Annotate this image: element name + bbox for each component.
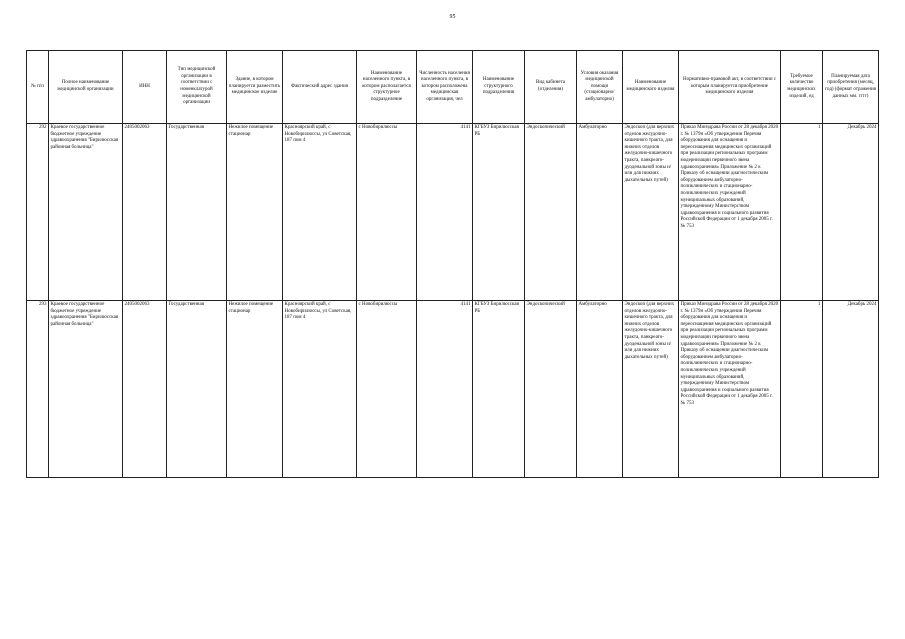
equipment-registry-table (26, 50, 879, 478)
cell-unit: КГБУЗ Бирилюсская РБ (473, 301, 525, 478)
column-header-org: Полное наименование медицинской организации (49, 51, 123, 124)
cell-act: Приказ Минздрава России от 28 декабря 2020 г. № 1379н «Об утверждении Перечня оборудования для оснащения и переоснащения медицинских организаций при реализации региональных программ модернизации первичного звена здравоохранения» Приложение № 2 к Приказу об оснащении диагностическим оборудованием амбулаторно-поликлинических и стационарно-поликлинических учреждений муниципальных образований, утвержденному Министерством здравоохранения и социального развития Российской Федерации от 1 декабря 2005 г. № 753 (679, 124, 781, 301)
column-header-population: Численность населения населенного пункта, в котором расположена медицинская организация, чел (417, 51, 473, 124)
cell-locality: с Новобирилюссы (357, 301, 417, 478)
cell-address: Красноярский край, с Новобирилюссы, ул Советская, 187 пом 4 (283, 124, 357, 301)
column-header-building: Здание, в котором планируется разместить медицинское изделие (227, 51, 283, 124)
cell-inn: 2405002063 (123, 301, 167, 478)
cell-device: Эндоскоп (для верхних отделов желудочно-кишечного тракта, для нижних отделов желудочно-кишечного тракта, панкреато-дуоденальной зоны и/или для нижних дыхательных путей) (623, 124, 679, 301)
cell-conditions: Амбулаторно (577, 124, 623, 301)
cell-type: Государственная (167, 301, 227, 478)
cell-locality: с Новобирилюссы (357, 124, 417, 301)
cell-type: Государственная (167, 124, 227, 301)
column-header-type: Тип медицинской организации в соответствии с номенклатурой медицинской организации (167, 51, 227, 124)
column-header-cabinet: Вид кабинета (отделения) (525, 51, 577, 124)
column-header-date: Планируемая дата приобретения (месяц, год) (формат отражения данных мм. гггг) (823, 51, 879, 124)
cell-date: Декабрь 2024 (823, 301, 879, 478)
cell-address: Красноярский край, с Новобирилюссы, ул Советская, 187 пом 4 (283, 301, 357, 478)
table-row (27, 301, 879, 478)
cell-building: Нежилое помещение стационар (227, 301, 283, 478)
column-header-act: Нормативно-правовой акт, в соответствии с которым планируется приобретение медицинского изделия (679, 51, 781, 124)
cell-device: Эндоскоп (для верхних отделов желудочно-кишечного тракта, для нижних отделов желудочно-кишечного тракта, панкреато-дуоденальной зоны и/или для нижних дыхательных путей) (623, 301, 679, 478)
cell-inn: 2405002063 (123, 124, 167, 301)
column-header-conditions: Условия оказания медицинской помощи (стационарно/амбулаторно) (577, 51, 623, 124)
table-header-row (27, 51, 879, 124)
cell-org: Краевое государственное бюджетное учреждение здравоохранения "Бирилюсская районная больница" (49, 124, 123, 301)
column-header-num: № п/п (27, 51, 49, 124)
cell-act: Приказ Минздрава России от 28 декабря 2020 г. № 1379н «Об утверждении Перечня оборудования для оснащения и переоснащения медицинских организаций при реализации региональных программ модернизации первичного звена здравоохранения» Приложение № 2 к Приказу об оснащении диагностическим оборудованием амбулаторно-поликлинических и стационарно-поликлинических учреждений муниципальных образований, утвержденному Министерством здравоохранения и социального развития Российской Федерации от 1 декабря 2005 г. № 753 (679, 301, 781, 478)
cell-population: 4141 (417, 124, 473, 301)
cell-cabinet: Эндоскопический (525, 124, 577, 301)
column-header-locality: Наименование населенного пункта, в котором располагается структурное подразделение (357, 51, 417, 124)
cell-cabinet: Эндоскопический (525, 301, 577, 478)
column-header-device: Наименование медицинского изделия (623, 51, 679, 124)
cell-org: Краевое государственное бюджетное учреждение здравоохранения "Бирилюсская районная больница" (49, 301, 123, 478)
cell-qty: 1 (781, 124, 823, 301)
column-header-address: Фактический адрес здания (283, 51, 357, 124)
cell-population: 4141 (417, 301, 473, 478)
column-header-inn: ИНН (123, 51, 167, 124)
cell-conditions: Амбулаторно (577, 301, 623, 478)
cell-date: Декабрь 2024 (823, 124, 879, 301)
column-header-unit: Наименование структурного подразделения (473, 51, 525, 124)
cell-unit: КГБУЗ Бирилюсская РБ (473, 124, 525, 301)
cell-qty: 1 (781, 301, 823, 478)
page-number: 95 (449, 14, 456, 20)
column-header-qty: Требуемое количество медицинских изделий, ед (781, 51, 823, 124)
table-row (27, 124, 879, 301)
cell-num: 292 (27, 124, 49, 301)
cell-num: 293 (27, 301, 49, 478)
cell-building: Нежилое помещение стационар (227, 124, 283, 301)
